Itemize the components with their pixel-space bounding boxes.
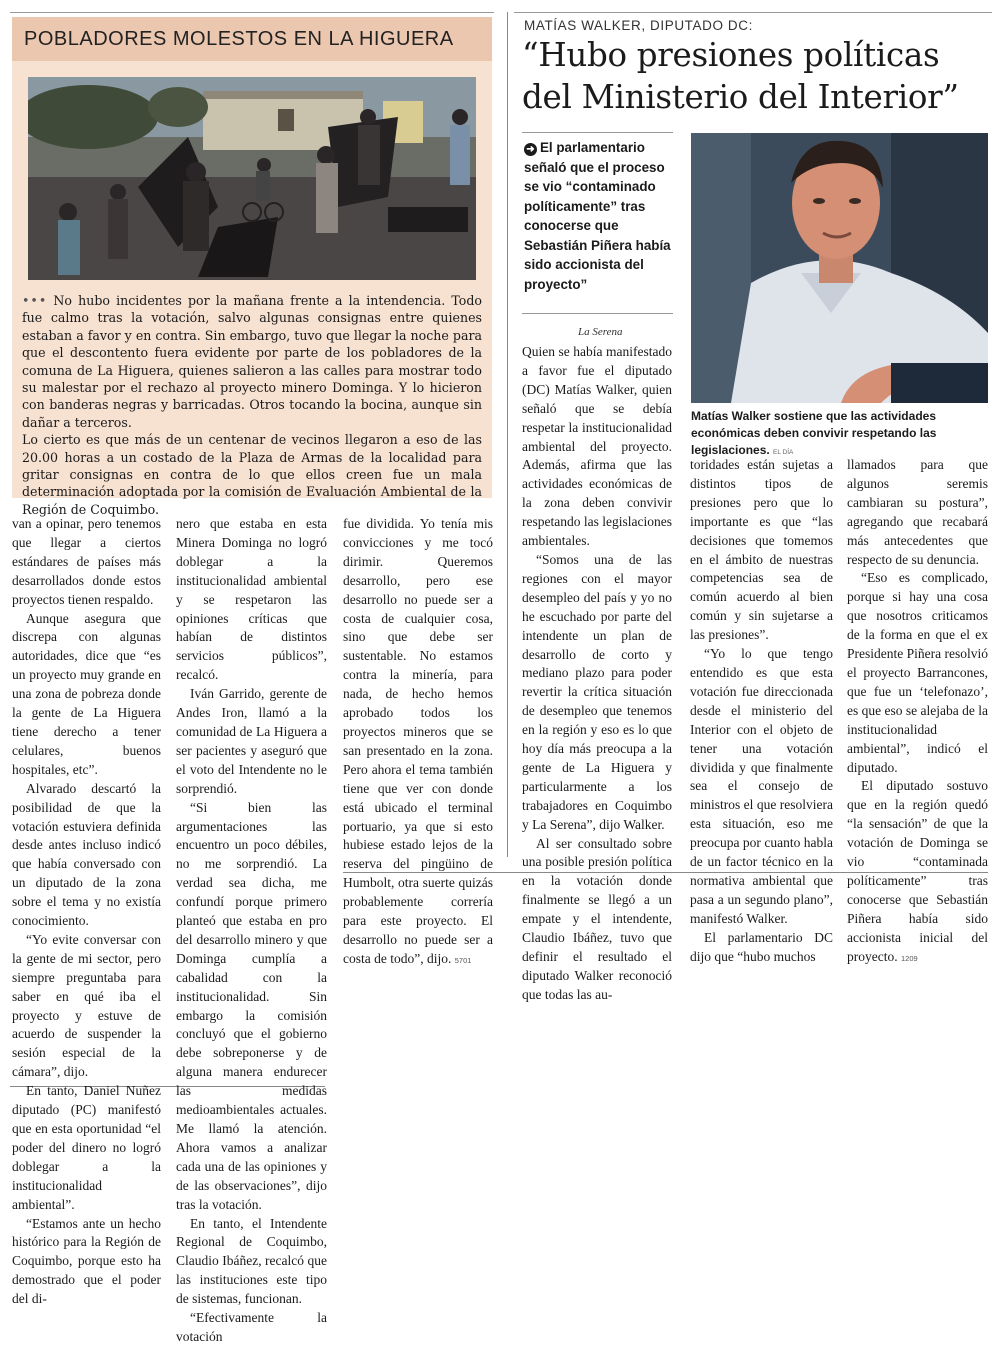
protest-photo: [28, 77, 476, 280]
lead-marker: •••: [22, 293, 48, 308]
subhead-rule-bottom: [522, 313, 673, 314]
right-article-col-3: llamados para que algunos seremis cambiaran su postura”, agregando que recabará más antecedentes que respecto de su denuncia. “Eso es complicado, porque si hay una cosa que nosotros criticamos de la forma en que el ex Presidente Piñera resolvió el proyecto Barrancones, que fue un ‘telefonazo’, es que eso se alejaba de la institucionalidad ambiental”, indicó el diputado. El diputado sostuvo que en la región quedó “la sensación” de que la votación de Dominga se vio “contaminada políticamente” tras conocerse que Sebastián Piñera había sido accionista inicial del proyecto. 1209: [847, 457, 988, 964]
sidebar-para-2: Lo cierto es que más de un centenar de vecinos llegaron a eso de las 20.00 horas a un costado de la Plaza de Armas de la localidad para gritar consignas en contra de lo que ellos creen fue un mala determinación adoptada por la comisión de Evaluación Ambiental de la Región de Coquimbo.: [22, 432, 482, 517]
right-article-col-2: toridades están sujetas a distintos tipos de presiones pero que lo importante es que “las decisiones que tomemos en el ámbito de nuestras competencias sea de común acuerdo al bien común y sin sujetarse a las presiones”. “Yo lo que tengo entendido es que esta votación fue direccionada desde el ministerio del Interior con el objeto de tener una votación dividida y que finalmente sea el consejo de ministros el que resolviera esta situación, eso me preocupa por cuanto habla de un factor técnico en la normativa ambiental que pasa a un segundo plano”, manifestó Walker. El parlamentario DC dijo que “hubo muchos: [690, 457, 833, 964]
article-tag: 5701: [454, 955, 472, 965]
right-article-col-1: Quien se había manifestado a favor fue el diputado (DC) Matías Walker, quien señaló que se debía respetar la institucionalidad ambiental del proyecto. Además, afirma que las actividades económicas de la zona deben convivir respetando las legislaciones ambientales. “Somos una de las regiones con el mayor desempleo del país y yo no he escuchado por parte del intendente un plan de desarrollo de corto y mediano plazo para poder revertir la crítica situación de desempleo que tenemos en la región y eso es lo que hoy día más preocupa a la gente de La Higuera y particularmente a los trabajadores en Coquimbo y La Serena”, dijo Walker. Al ser consultado sobre una posible presión política en la votación donde finalmente se llegó a un empate y el intendente, Claudio Ibáñez, tuvo que definir el resultado el diputado Walker reconoció que todas las au-: [522, 344, 672, 1002]
dateline: La Serena: [578, 326, 623, 338]
top-rule-right: [514, 12, 992, 13]
top-rule-left: [10, 12, 494, 13]
photo-caption: Matías Walker sostiene que las actividades económicas deben convivir respetando las legislaciones. EL DÍA: [691, 409, 937, 457]
left-article-col-3: fue dividida. Yo tenía mis convicciones y me tocó dirimir. Queremos desarrollo, pero ese desarrollo no puede ser a costa de cualquier cosa, sino que debe ser sustentable. No estamos contra la minería, para nada, de hecho hemos aprobado todos los proyectos mineros que se san presentado en la zona. Pero ahora el tema también tiene que ver con donde está ubicado el terminal portuario, ya que si esto hubiese estado lejos de la reserva del pingüino de Humbolt, otra suerte quizás probablemente correría para este proyecto. El desarrollo no puede ser a costa de todo”, dijo. 5701: [343, 516, 493, 966]
headline: “Hubo presiones políticas del Ministerio del Interior”: [522, 36, 959, 116]
arrow-right-icon: ➜: [524, 143, 537, 156]
left-article-col-2: nero que estaba en esta Minera Dominga no logró doblegar a la institucionalidad ambiental y se respetaron las opiniones críticas que habían de distintos servicios públicos”, recalcó. Iván Garrido, gerente de Andes Iron, llamó a la comunidad de La Higuera a ser pacientes y aseguró que el voto del Intendente no le sorprendió. “Si bien las argumentaciones las encuentro un poco débiles, no me sorprendió. La verdad sea dicha, me confundí porque primero planteó que estaba en pro del desarrollo minero y que Dominga cumplía a cabalidad con la institucionalidad. Sin embargo la comisión concluyó que el gobierno debe sobreponerse y de alguna manera endurecer las medidas medioambientales actuales. Me llamó la atención. Ahora vamos a analizar cada una de las opiniones y de las observaciones”, dijo tras la votación. En tanto, el Intendente Regional de Coquimbo, Claudio Ibáñez, recalcó que las instituciones este tipo de sistemas, funcionan. “Efectivamente la votación: [176, 516, 327, 1344]
sidebar-box-title: POBLADORES MOLESTOS EN LA HIGUERA: [12, 17, 492, 61]
kicker: MATÍAS WALKER, DIPUTADO DC:: [524, 18, 753, 33]
left-article-col-1: van a opinar, pero tenemos que llegar a ciertos estándares de países más desarrollados donde estos proyectos tienen respaldo. Aunque asegura que discrepa con algunas autoridades, dice que “es un proyecto muy grande en una zona de pobreza donde la gente de La Higuera tiene derecho a tener celulares, buenos hospitales, etc”. Alvarado descartó la posibilidad de que la votación estuviera definida desde antes incluso indicó que había conversado con un diputado de la zona sobre el tema y no existía conocimiento. “Yo evite conversar con la gente de mi sector, pero siempre preguntaba para saber en qué iba el proyecto y estuve de acuerdo de suspender la sesión especial de la cámara”, dijo. En tanto, Daniel Nuñez diputado (PC) manifestó que en esta oportunidad “el poder del dinero no logró doblegar a la institucionalidad ambiental”. “Estamos ante un hecho histórico para la Región de Coquimbo, porque esto ha demostrado que el poder del di-: [12, 516, 161, 1307]
subhead: ➜ El parlamentario señaló que el proceso se vio “contaminado políticamente” tras conocerse que Sebastián Piñera había sido accionista del proyecto”: [524, 140, 671, 292]
column-divider: [507, 12, 508, 857]
article-tag-right: 1209: [900, 953, 918, 963]
sidebar-box-text: [22, 292, 482, 518]
walker-photo-illustration: [691, 133, 988, 403]
photo-credit: EL DÍA: [773, 449, 794, 456]
subhead-rule-top: [522, 132, 673, 133]
walker-photo: [691, 133, 988, 403]
sidebar-para-1: ••• No hubo incidentes por la mañana frente a la intendencia. Todo fue calmo tras la votación, salvo algunas consignas entre quienes estaban a favor y en contra. Sin embargo, tuvo que llegar la noche para que el descontento fuera evidente por parte de los pobladores de la comuna de La Higuera, quienes salieron a las calles para mostrar todo su malestar por el rechazo al proyecto minero Dominga. Y lo hicieron con banderas negras y barricadas. Otros tocando la bocina, aunque sin dañar a terceros.: [22, 293, 482, 430]
protest-photo-illustration: [28, 77, 476, 280]
